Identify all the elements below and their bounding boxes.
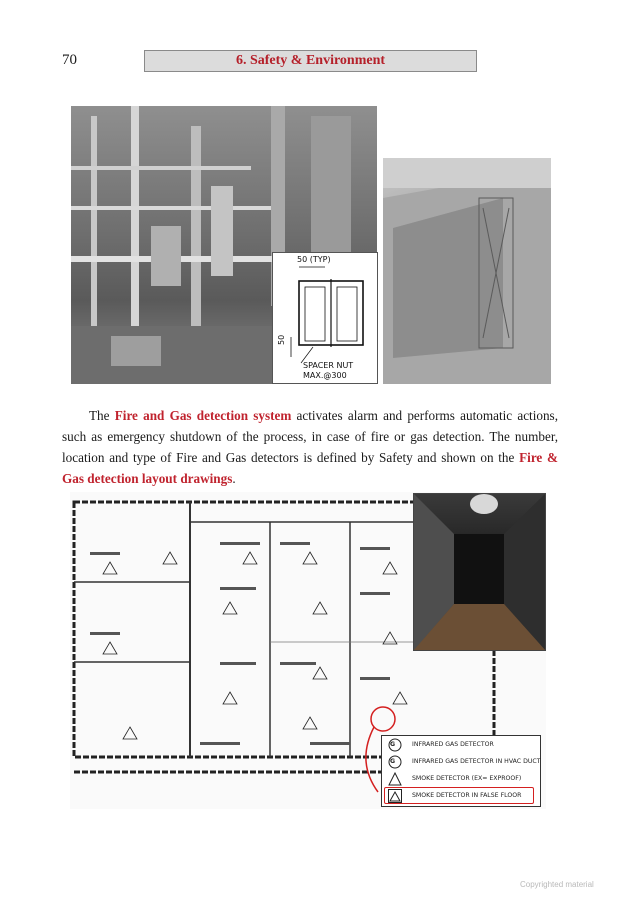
dim-top-label: 50 (TYP) bbox=[297, 255, 331, 264]
max-spacing-label: MAX.@300 bbox=[303, 371, 347, 380]
trench-illustration bbox=[383, 158, 551, 384]
dim-side-label: 50 bbox=[277, 334, 286, 345]
page-number: 70 bbox=[62, 52, 77, 68]
cable-tray-detail bbox=[272, 252, 378, 384]
corridor-photo bbox=[413, 493, 546, 651]
spacer-nut-label: SPACER NUT bbox=[303, 361, 354, 370]
detector-legend bbox=[381, 735, 541, 807]
legend-symbol-1: G bbox=[390, 741, 396, 748]
body-seg1: The bbox=[89, 408, 115, 423]
body-seg3: . bbox=[232, 471, 236, 486]
trench-mesh-photo bbox=[383, 158, 551, 384]
legend-label-1: INFRARED GAS DETECTOR bbox=[412, 741, 494, 748]
legend-label-2: INFRARED GAS DETECTOR IN HVAC DUCT bbox=[412, 758, 541, 765]
corridor-illustration bbox=[414, 494, 545, 650]
fire-gas-system-term: Fire and Gas detection system bbox=[114, 408, 292, 423]
legend-symbol-2: G bbox=[390, 758, 396, 765]
body-seg2: activates alarm and performs automatic actions, such as emergency shutdown of the process, in case of fire or gas detection. The number, location and type of Fire and Gas detectors is defined by Safety and shown on the bbox=[62, 408, 558, 465]
body-paragraph bbox=[62, 405, 558, 489]
smoke-detector-icon bbox=[388, 772, 402, 786]
legend-label-4: SMOKE DETECTOR IN FALSE FLOOR bbox=[412, 792, 522, 799]
legend-label-3: SMOKE DETECTOR (EX= EXPROOF) bbox=[412, 775, 522, 782]
copyright-notice: Copyrighted material bbox=[520, 880, 594, 889]
chapter-banner: 6. Safety & Environment bbox=[144, 50, 477, 72]
layout-drawings-term: Fire & Gas detection layout drawings bbox=[62, 450, 558, 486]
